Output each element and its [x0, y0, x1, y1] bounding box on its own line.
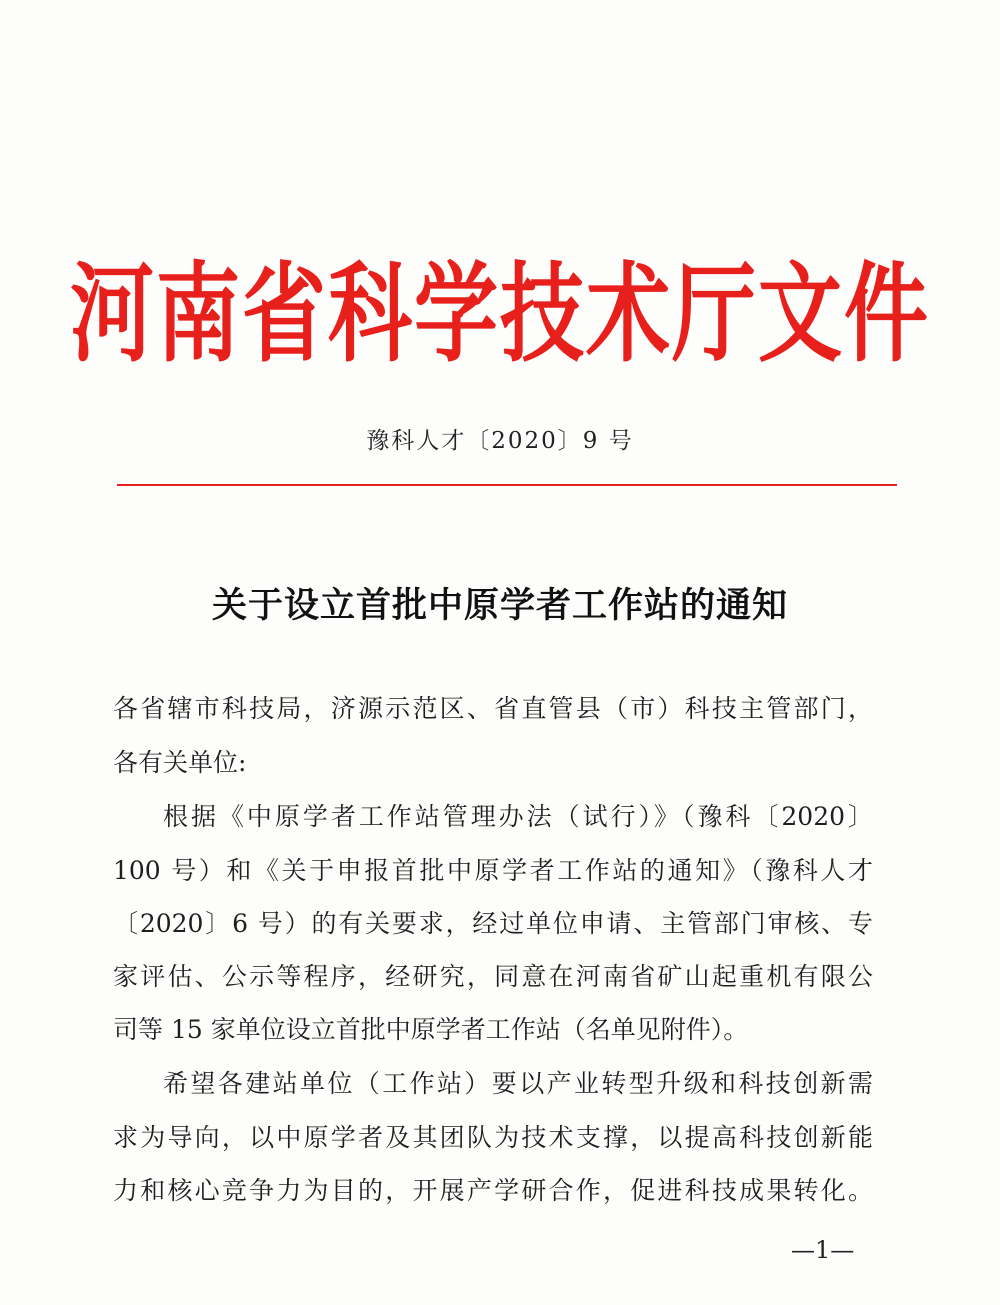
paragraph1-line-1: 根据《中原学者工作站管理办法（试行）》（豫科〔2020〕	[163, 802, 873, 831]
document-number: 豫科人才〔2020〕9 号	[366, 428, 634, 454]
page-number: —1—	[791, 1236, 855, 1264]
paragraph2-line-2: 求为导向，以中原学者及其团队为技术支撑，以提高科技创新能	[113, 1123, 873, 1152]
paragraph1-line-2: 100 号）和《关于申报首批中原学者工作站的通知》（豫科人才	[113, 856, 873, 885]
addressee-line-2: 各有关单位:	[113, 748, 247, 777]
paragraph1-line-3: 〔2020〕6 号）的有关要求，经过单位申请、主管部门审核、专	[113, 909, 873, 938]
red-separator-line	[117, 484, 897, 486]
paragraph2-line-3: 力和核心竞争力为目的，开展产学研合作，促进科技成果转化。	[113, 1176, 873, 1205]
paragraph1-line-4: 家评估、公示等程序，经研究，同意在河南省矿山起重机有限公	[113, 962, 873, 991]
notice-title: 关于设立首批中原学者工作站的通知	[211, 586, 788, 626]
paragraph1-line-5: 司等 15 家单位设立首批中原学者工作站（名单见附件）。	[113, 1015, 749, 1044]
masthead-title: 河南省科学技术厅文件	[69, 251, 930, 377]
paragraph2-line-1: 希望各建站单位（工作站）要以产业转型升级和科技创新需	[163, 1069, 873, 1098]
addressee-line-1: 各省辖市科技局，济源示范区、省直管县（市）科技主管部门，	[113, 694, 873, 723]
